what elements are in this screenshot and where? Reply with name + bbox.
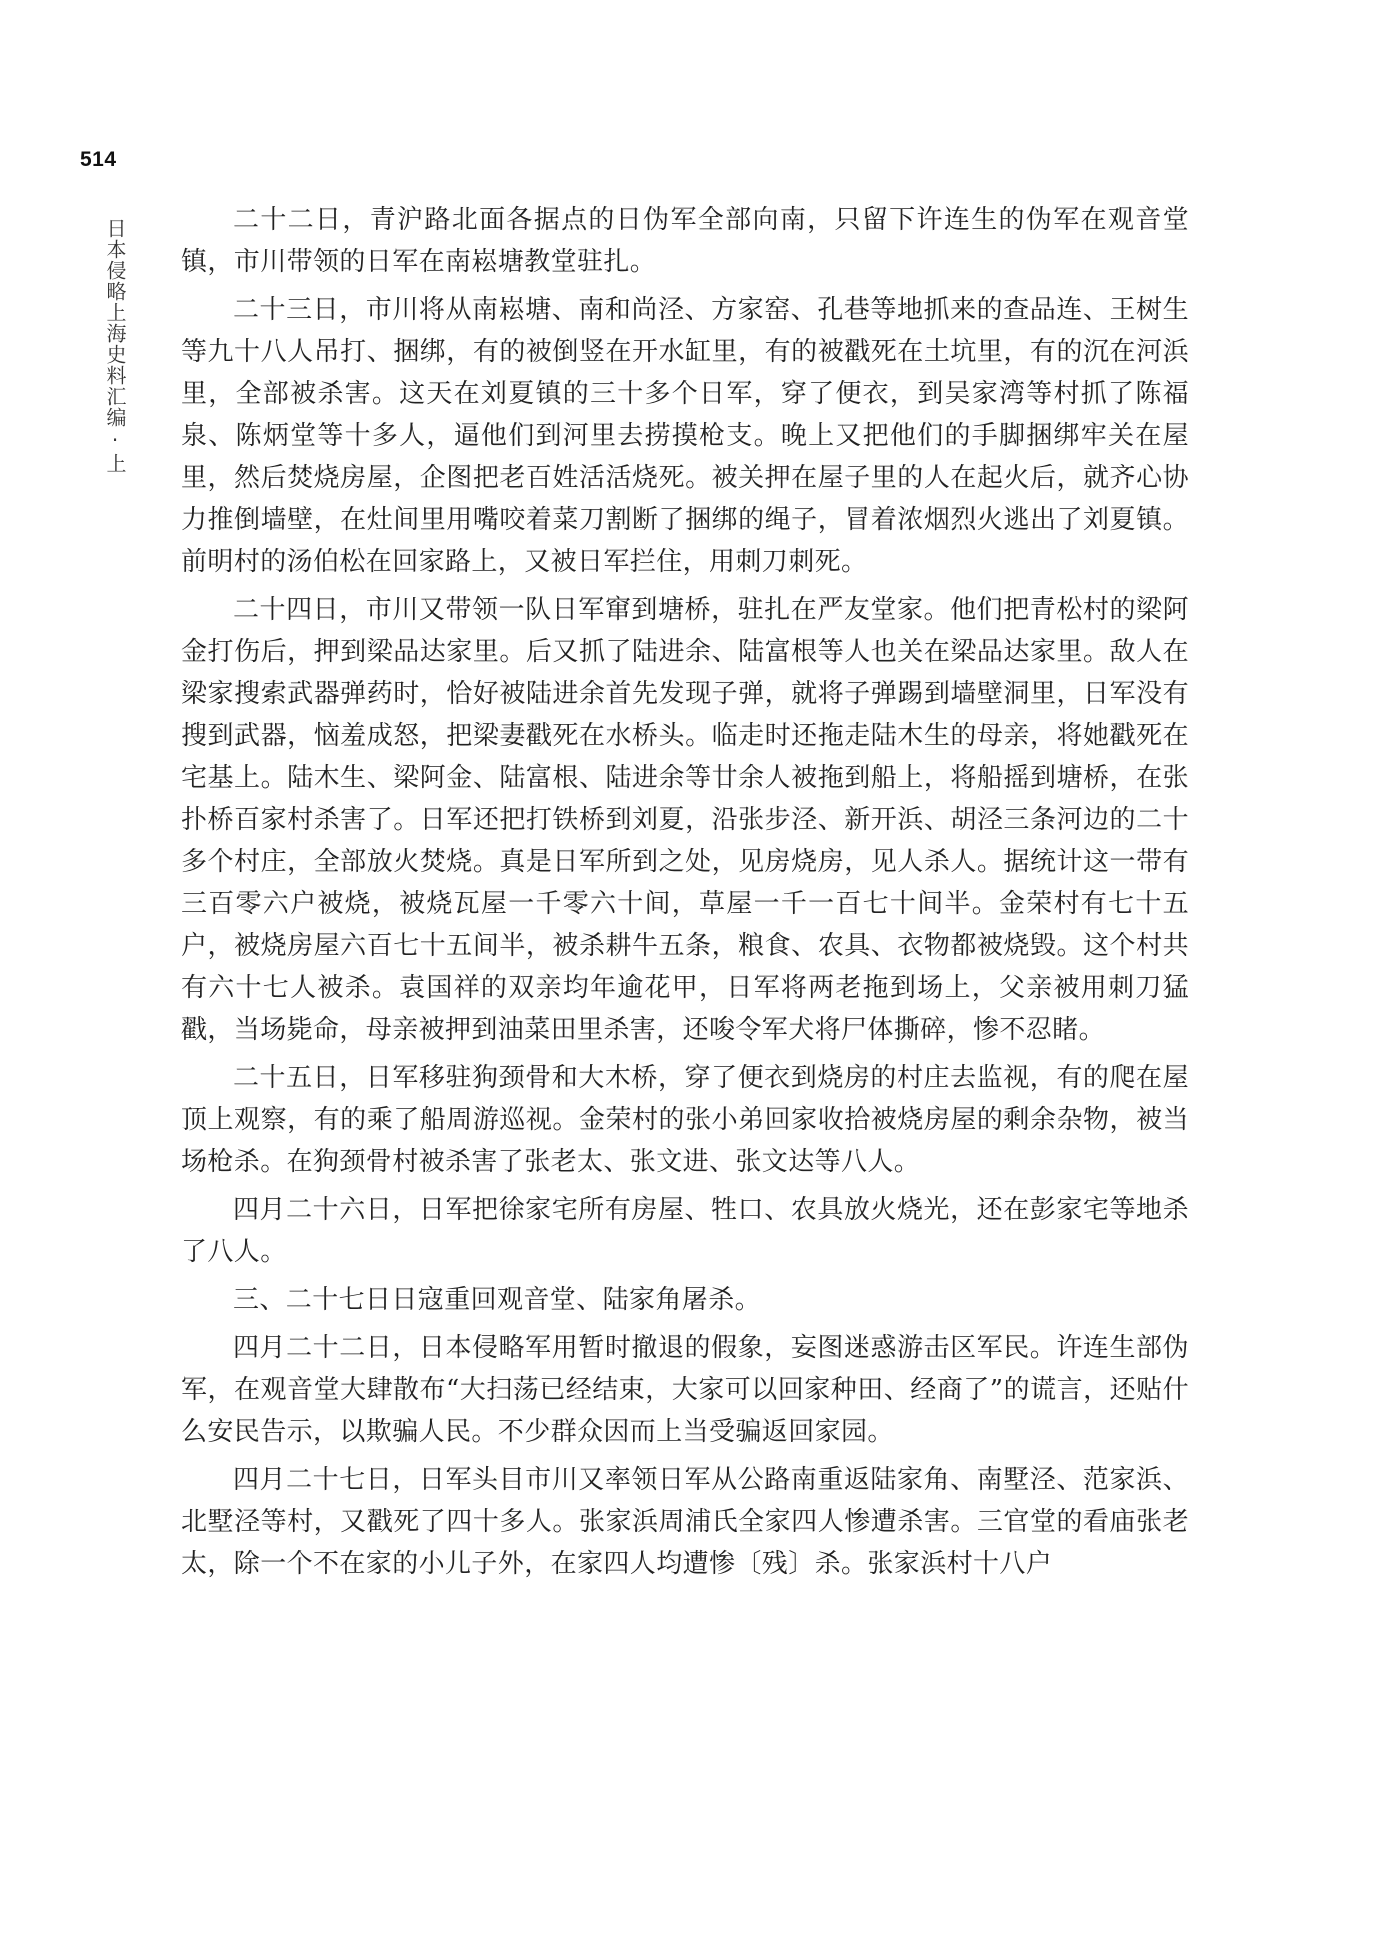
paragraph: 二十五日，日军移驻狗颈骨和大木桥，穿了便衣到烧房的村庄去监视，有的爬在屋顶上观察，有的乘了船周游巡视。金荣村的张小弟回家收拾被烧房屋的剩余杂物，被当场枪杀。在狗颈骨村被杀害了张老太、张文进、张文达等八人。: [181, 1063, 1189, 1177]
paragraph: 二十四日，市川又带领一队日军窜到塘桥，驻扎在严友堂家。他们把青松村的梁阿金打伤后，押到梁品达家里。后又抓了陆进余、陆富根等人也关在梁品达家里。敌人在梁家搜索武器弹药时，恰好被陆进余首先发现子弹，就将子弹踢到墙壁洞里，日军没有搜到武器，恼羞成怒，把梁妻戳死在水桥头。临走时还拖走陆木生的母亲，将她戳死在宅基上。陆木生、梁阿金、陆富根、陆进余等廿余人被拖到船上，将船摇到塘桥，在张扑桥百家村杀害了。日军还把打铁桥到刘夏，沿张步泾、新开浜、胡泾三条河边的二十多个村庄，全部放火焚烧。真是日军所到之处，见房烧房，见人杀人。据统计这一带有三百零六户被烧，被烧瓦屋一千零六十间，草屋一千一百七十间半。金荣村有七十五户，被烧房屋六百七十五间半，被杀耕牛五条，粮食、农具、衣物都被烧毁。这个村共有六十七人被杀。袁国祥的双亲均年逾花甲，日军将两老拖到场上，父亲被用刺刀猛戳，当场毙命，母亲被押到油菜田里杀害，还唆令军犬将尸体撕碎，惨不忍睹。: [181, 595, 1189, 1045]
paragraph: 二十三日，市川将从南崧塘、南和尚泾、方家窑、孔巷等地抓来的查品连、王树生等九十八人吊打、捆绑，有的被倒竖在开水缸里，有的被戳死在土坑里，有的沉在河浜里，全部被杀害。这天在刘夏镇的三十多个日军，穿了便衣，到吴家湾等村抓了陈福泉、陈炳堂等十多人，逼他们到河里去捞摸枪支。晚上又把他们的手脚捆绑牢关在屋里，然后焚烧房屋，企图把老百姓活活烧死。被关押在屋子里的人在起火后，就齐心协力推倒墙壁，在灶间里用嘴咬着菜刀割断了捆绑的绳子，冒着浓烟烈火逃出了刘夏镇。前明村的汤伯松在回家路上，又被日军拦住，用刺刀刺死。: [181, 295, 1189, 577]
section-heading: 三、二十七日日寇重回观音堂、陆家角屠杀。: [233, 1285, 762, 1315]
paragraph: 四月二十七日，日军头目市川又率领日军从公路南重返陆家角、南墅泾、范家浜、北墅泾等村，又戳死了四十多人。张家浜周浦氏全家四人惨遭杀害。三官堂的看庙张老太，除一个不在家的小儿子外，在家四人均遭惨〔残〕杀。张家浜村十八户: [181, 1465, 1189, 1579]
paragraph: 四月二十二日，日本侵略军用暂时撤退的假象，妄图迷惑游击区军民。许连生部伪军，在观音堂大肆散布“大扫荡已经结束，大家可以回家种田、经商了”的谎言，还贴什么安民告示，以欺骗人民。不少群众因而上当受骗返回家园。: [181, 1333, 1189, 1447]
running-head: 日本侵略上海史料汇编·上: [103, 218, 127, 474]
paragraph: 二十二日，青沪路北面各据点的日伪军全部向南，只留下许连生的伪军在观音堂镇，市川带领的日军在南崧塘教堂驻扎。: [181, 205, 1189, 277]
body-text: [181, 199, 1189, 1585]
page-number: 514: [80, 148, 117, 171]
paragraph: 四月二十六日，日军把徐家宅所有房屋、牲口、农具放火烧光，还在彭家宅等地杀了八人。: [181, 1195, 1189, 1267]
